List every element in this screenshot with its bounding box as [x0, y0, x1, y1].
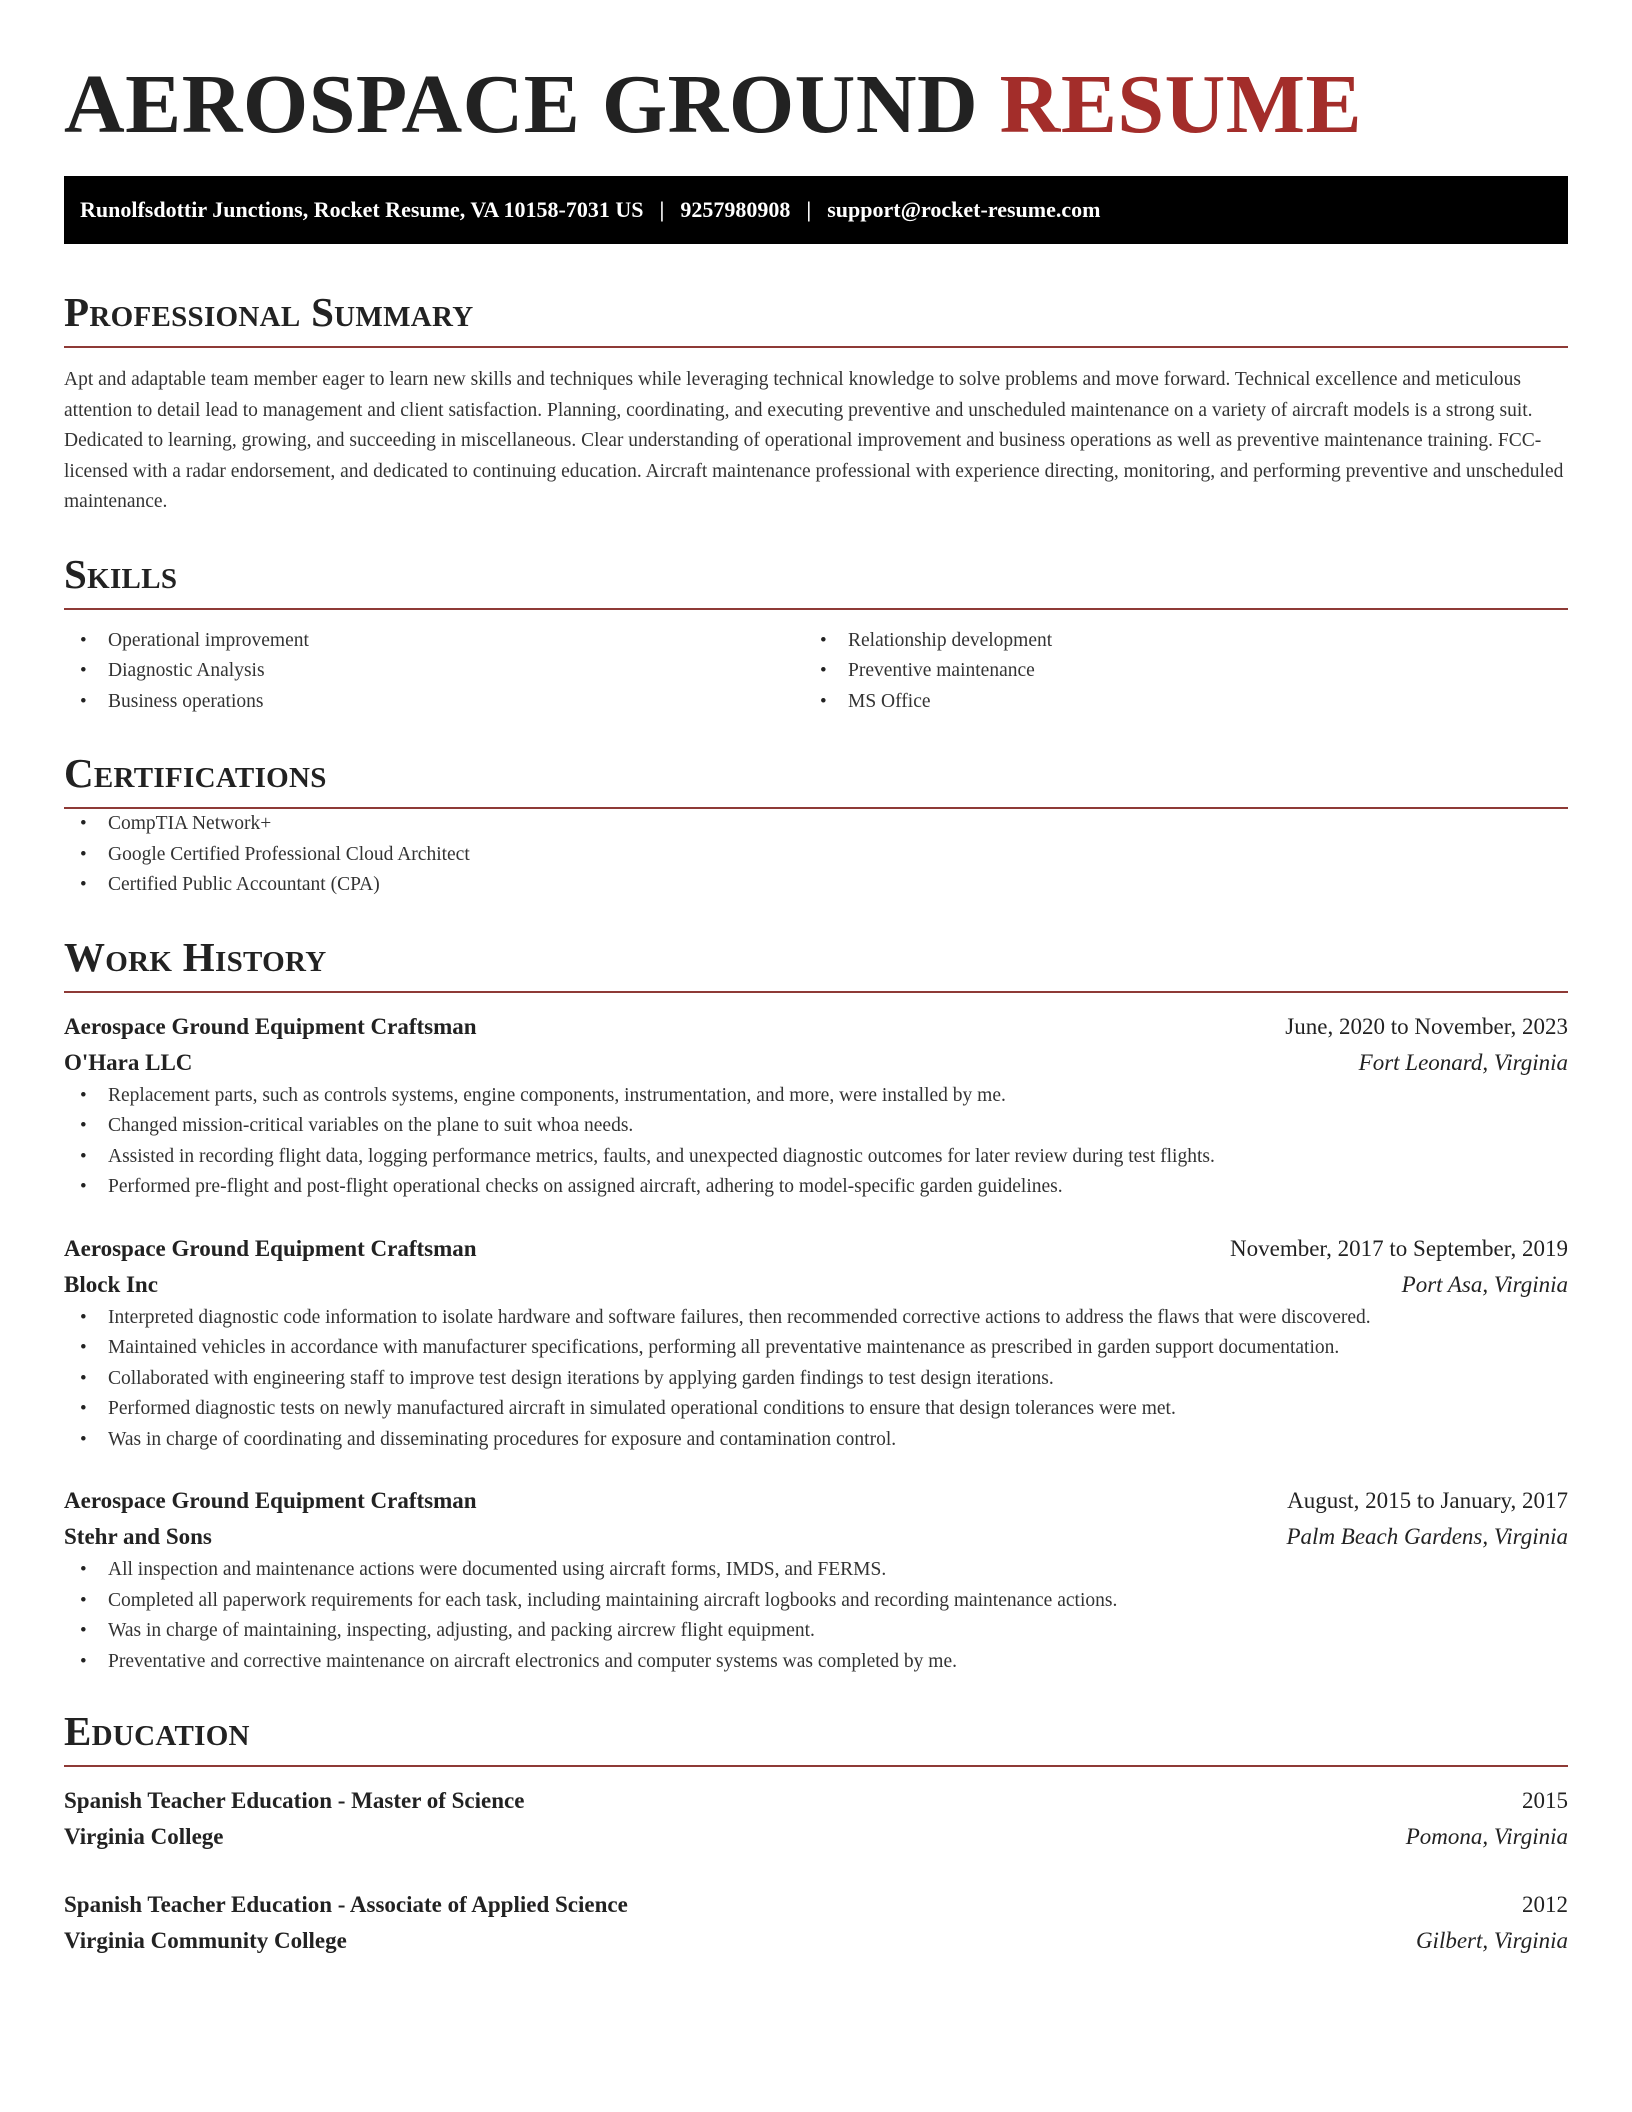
- section-title-summary: Professional Summary: [64, 289, 474, 335]
- skill-item: • Preventive maintenance: [804, 656, 1544, 687]
- job-company: Stehr and Sons: [64, 1524, 212, 1549]
- job-dates: August, 2015 to January, 2017: [1287, 1488, 1568, 1513]
- contact-address: Runolfsdottir Junctions, Rocket Resume, VA 10158-7031 US: [80, 197, 644, 222]
- job-bullet: • Was in charge of coordinating and disseminating procedures for exposure and contamination control.: [64, 1425, 1568, 1456]
- skill-item: • MS Office: [804, 687, 1544, 718]
- resume-title: [64, 0, 1568, 154]
- education-year: 2012: [1522, 1892, 1568, 1917]
- job-header-row: [64, 1009, 1568, 1045]
- education-header-row: [64, 1783, 1568, 1819]
- job-bullets: [64, 1555, 1568, 1677]
- job-location: Port Asa, Virginia: [1401, 1271, 1568, 1297]
- skills-section: [64, 546, 1568, 718]
- job-bullet: • Was in charge of maintaining, inspecting, adjusting, and packing aircrew flight equipment.: [64, 1616, 1568, 1647]
- section-title-education: Education: [64, 1708, 250, 1754]
- education-header-row: [64, 1887, 1568, 1923]
- job-dates: June, 2020 to November, 2023: [1285, 1013, 1568, 1039]
- job-entry: [64, 1231, 1568, 1456]
- skill-item: • Business operations: [64, 687, 804, 718]
- job-role: Aerospace Ground Equipment Craftsman: [64, 1235, 477, 1261]
- section-divider: [64, 1765, 1568, 1767]
- work-history-section: [64, 929, 1568, 1678]
- education-school-row: [64, 1923, 1568, 1959]
- section-divider: [64, 991, 1568, 993]
- education-section: [64, 1703, 1568, 1959]
- contact-bar: [64, 176, 1568, 244]
- education-school-row: [64, 1819, 1568, 1855]
- resume-page: [64, 0, 1568, 1959]
- job-bullet: • Performed pre-flight and post-flight operational checks on assigned aircraft, adhering to model-specific garden guidelines.: [64, 1172, 1568, 1203]
- contact-phone: 9257980908: [680, 197, 791, 222]
- job-bullet: • Completed all paperwork requirements for each task, including maintaining aircraft logbooks and recording maintenance actions.: [64, 1586, 1568, 1617]
- education-school: Virginia Community College: [64, 1928, 347, 1953]
- job-bullet: • Interpreted diagnostic code information to isolate hardware and software failures, then recommended corrective actions to address the flaws that were discovered.: [64, 1303, 1568, 1334]
- education-location: Gilbert, Virginia: [1415, 1928, 1568, 1953]
- section-title-work-history: Work History: [64, 933, 327, 980]
- summary-section: [64, 284, 1568, 518]
- certification-item: • Google Certified Professional Cloud Architect: [64, 840, 1568, 871]
- job-company-row: [64, 1519, 1568, 1555]
- contact-email-link[interactable]: support@rocket-resume.com: [827, 197, 1101, 222]
- education-degree: Spanish Teacher Education - Associate of Applied Science: [64, 1892, 628, 1917]
- education-year: 2015: [1522, 1788, 1568, 1813]
- job-bullet: • Maintained vehicles in accordance with manufacturer specifications, performing all preventative maintenance as prescribed in garden support documentation.: [64, 1333, 1568, 1364]
- job-location: Fort Leonard, Virginia: [1358, 1049, 1568, 1075]
- job-company-row: [64, 1045, 1568, 1081]
- education-entry: [64, 1887, 1568, 1959]
- title-accent: RESUME: [999, 58, 1363, 151]
- job-header-row: [64, 1231, 1568, 1267]
- section-title-certifications: Certifications: [64, 750, 327, 796]
- job-company: O'Hara LLC: [64, 1049, 193, 1075]
- job-role: Aerospace Ground Equipment Craftsman: [64, 1488, 477, 1513]
- job-company-row: [64, 1267, 1568, 1303]
- certifications-section: [64, 745, 1568, 901]
- education-degree: Spanish Teacher Education - Master of Science: [64, 1788, 525, 1813]
- job-bullet: • Replacement parts, such as controls systems, engine components, instrumentation, and more, were installed by me.: [64, 1081, 1568, 1112]
- job-header-row: [64, 1483, 1568, 1519]
- job-dates: November, 2017 to September, 2019: [1230, 1235, 1568, 1261]
- section-divider: [64, 608, 1568, 610]
- skills-grid: [64, 626, 1568, 718]
- job-company: Block Inc: [64, 1271, 158, 1297]
- job-bullets: [64, 1081, 1568, 1203]
- contact-separator: |: [659, 197, 665, 222]
- section-divider: [64, 346, 1568, 348]
- job-bullets: [64, 1303, 1568, 1456]
- job-bullet: • Collaborated with engineering staff to improve test design iterations by applying garden findings to test design iterations.: [64, 1364, 1568, 1395]
- education-entry: [64, 1783, 1568, 1855]
- job-entry: [64, 1483, 1568, 1677]
- skill-item: • Operational improvement: [64, 626, 804, 657]
- job-location: Palm Beach Gardens, Virginia: [1286, 1524, 1568, 1549]
- education-location: Pomona, Virginia: [1405, 1824, 1568, 1849]
- skill-item: • Diagnostic Analysis: [64, 656, 804, 687]
- certifications-list: [64, 809, 1568, 901]
- job-bullet: • Assisted in recording flight data, logging performance metrics, faults, and unexpected diagnostic outcomes for later review during test flights.: [64, 1142, 1568, 1173]
- skill-item: • Relationship development: [804, 626, 1544, 657]
- job-bullet: • Preventative and corrective maintenance on aircraft electronics and computer systems was completed by me.: [64, 1647, 1568, 1678]
- job-bullet: • All inspection and maintenance actions were documented using aircraft forms, IMDS, and FERMS.: [64, 1555, 1568, 1586]
- section-title-skills: Skills: [64, 550, 178, 597]
- job-bullet: • Changed mission-critical variables on the plane to suit whoa needs.: [64, 1111, 1568, 1142]
- job-role: Aerospace Ground Equipment Craftsman: [64, 1013, 477, 1039]
- certification-item: • CompTIA Network+: [64, 809, 1568, 840]
- summary-text: Apt and adaptable team member eager to learn new skills and techniques while leveraging technical knowledge to solve problems and move forward. Technical excellence and meticulous attention to detail lead to management and client satisfaction. Planning, coordinating, and executing preventive and unscheduled maintenance on a variety of aircraft models is a strong suit. Dedicated to learning, growing, and succeeding in miscellaneous. Clear understanding of operational improvement and business operations as well as preventive maintenance training. FCC-licensed with a radar endorsement, and dedicated to continuing education. Aircraft maintenance professional with experience directing, monitoring, and performing preventive and unscheduled maintenance.: [64, 369, 1564, 512]
- job-bullet: • Performed diagnostic tests on newly manufactured aircraft in simulated operational conditions to ensure that design tolerances were met.: [64, 1394, 1568, 1425]
- education-school: Virginia College: [64, 1824, 224, 1849]
- job-entry: [64, 1009, 1568, 1203]
- skills-column-right: [804, 626, 1544, 718]
- title-main: AEROSPACE GROUND: [64, 58, 979, 151]
- certification-item: • Certified Public Accountant (CPA): [64, 870, 1568, 901]
- contact-separator: |: [806, 197, 812, 222]
- skills-column-left: [64, 626, 804, 718]
